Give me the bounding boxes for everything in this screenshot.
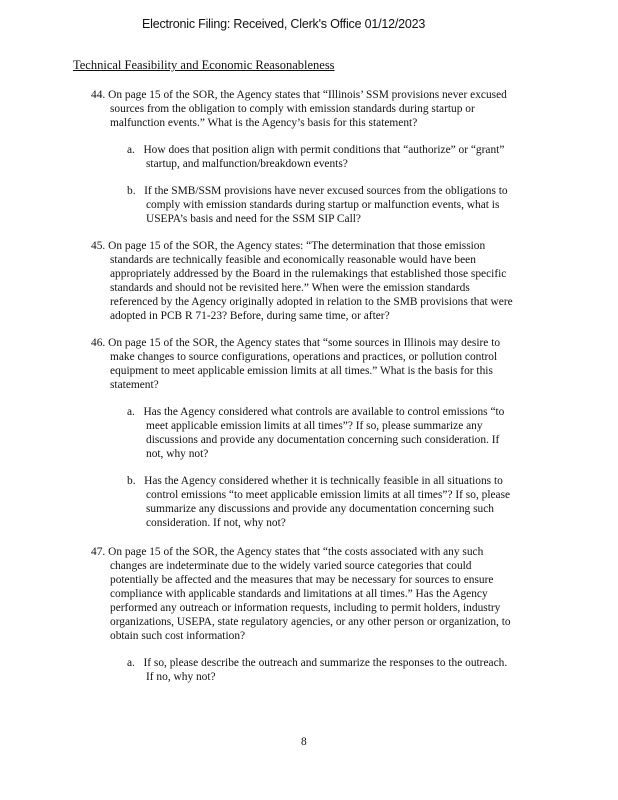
question-46b <box>127 474 510 530</box>
section-heading: Technical Feasibility and Economic Reasonableness <box>73 58 335 72</box>
question-line: statement? <box>110 379 159 391</box>
question-line: obtain such cost information? <box>110 630 246 642</box>
sub-line: startup, and malfunction/breakdown events? <box>146 158 348 170</box>
sub-line: not, why not? <box>146 448 209 460</box>
sub-line: Has the Agency considered what controls are available to control emissions “to <box>143 406 505 418</box>
question-44 <box>91 88 507 130</box>
sub-line: How does that position align with permit conditions that “authorize” or “grant” <box>143 144 505 156</box>
sub-line: consideration. If not, why not? <box>146 517 286 529</box>
question-46 <box>91 336 500 392</box>
sub-letter: b. <box>127 185 136 197</box>
sub-letter: b. <box>127 475 136 487</box>
question-line: sources from the obligation to comply with emission standards during startup or <box>110 103 475 115</box>
sub-line: discussions and provide any documentation concerning such consideration. If <box>146 434 500 446</box>
question-line: equipment to meet applicable emission limits at all times.” What is the basis for this <box>110 365 493 377</box>
question-line: On page 15 of the SOR, the Agency states that “some sources in Illinois may desire to <box>108 337 501 349</box>
question-line: referenced by the Agency originally adopted in relation to the SMB provisions that were <box>110 296 513 308</box>
question-line: compliance with applicable standards and limitations at all times.” Has the Agency <box>110 588 488 600</box>
sub-line: comply with emission standards during startup or malfunction events, what is <box>146 199 500 211</box>
sub-line: USEPA’s basis and need for the SSM SIP Call? <box>146 213 361 225</box>
question-number: 46. <box>91 337 106 349</box>
sub-line: meet applicable emission limits at all times”? If so, please summarize any <box>146 420 483 432</box>
question-line: performed any outreach or information requests, including to permit holders, industry <box>110 602 501 614</box>
question-line: standards are technically feasible and economically reasonable would have been <box>110 254 476 266</box>
sub-line: control emissions “to meet applicable emission limits at all times”? If so, please <box>146 489 511 501</box>
question-number: 44. <box>91 89 106 101</box>
question-44b <box>127 184 508 226</box>
question-44a <box>127 143 504 171</box>
sub-letter: a. <box>127 144 135 156</box>
question-number: 45. <box>91 240 106 252</box>
question-line: potentially be affected and the measures that may be necessary for sources to ensure <box>110 574 494 586</box>
question-45 <box>91 239 513 323</box>
sub-line: If so, please describe the outreach and summarize the responses to the outreach. <box>143 657 508 669</box>
question-line: On page 15 of the SOR, the Agency states: “The determination that those emission <box>108 240 486 252</box>
question-line: standards and should not be revisited here.” When were the emission standards <box>110 282 470 294</box>
question-47 <box>91 545 511 643</box>
question-line: changes are indeterminate due to the widely varied source categories that could <box>110 560 472 572</box>
question-line: organizations, USEPA, state regulatory agencies, or any other person or organization, to <box>110 616 511 628</box>
question-line: appropriately addressed by the Board in the rulemakings that established those specific <box>110 268 507 280</box>
sub-line: summarize any discussions and provide any documentation concerning such <box>146 503 494 515</box>
sub-line: If the SMB/SSM provisions have never excused sources from the obligations to <box>144 185 508 197</box>
question-line: make changes to source configurations, operations and practices, or pollution control <box>110 351 498 363</box>
question-line: adopted in PCB R 71-23? Before, during same time, or after? <box>110 310 390 322</box>
question-47a <box>127 656 507 684</box>
question-line: On page 15 of the SOR, the Agency states that “the costs associated with any such <box>108 546 484 558</box>
question-number: 47. <box>91 546 106 558</box>
sub-line: If no, why not? <box>146 671 216 683</box>
question-46a <box>127 405 504 461</box>
sub-letter: a. <box>127 406 135 418</box>
sub-letter: a. <box>127 657 135 669</box>
question-line: On page 15 of the SOR, the Agency states that “Illinois’ SSM provisions never excused <box>108 89 507 101</box>
page-number: 8 <box>301 736 307 748</box>
question-line: malfunction events.” What is the Agency’s basis for this statement? <box>110 117 418 129</box>
filing-header: Electronic Filing: Received, Clerk's Office 01/12/2023 <box>142 17 426 31</box>
sub-line: Has the Agency considered whether it is technically feasible in all situations to <box>144 475 503 487</box>
